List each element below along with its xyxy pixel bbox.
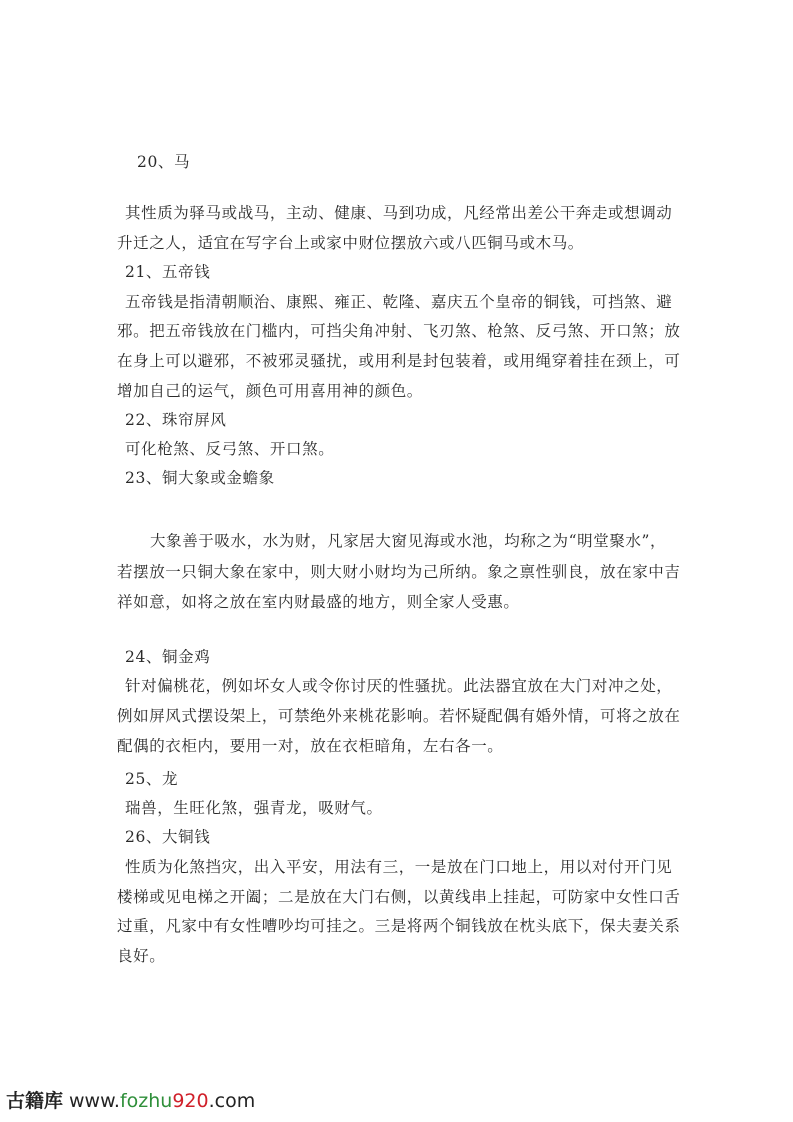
paragraph-line: 升迁之人，适宜在写字台上或家中财位摆放六或八匹铜马或木马。	[117, 234, 584, 252]
section-heading-20: 20、马	[137, 153, 191, 171]
section-heading-22: 22、珠帘屏风	[125, 411, 227, 429]
paragraph-line: 若摆放一只铜大象在家中，则大财小财均为己所纳。象之禀性驯良，放在家中吉	[117, 563, 681, 581]
paragraph-line: 针对偏桃花，例如坏女人或令你讨厌的性骚扰。此法器宜放在大门对冲之处，	[125, 677, 673, 695]
url-red-part: 920	[172, 1090, 209, 1112]
paragraph-line: 增加自己的运气，颜色可用喜用神的颜色。	[117, 382, 423, 400]
paragraph-line: 例如屏风式摆设架上，可禁绝外来桃花影响。若怀疑配偶有婚外情，可将之放在	[117, 707, 681, 725]
watermark-footer	[6, 1086, 255, 1113]
paragraph-line: 可化枪煞、反弓煞、开口煞。	[125, 440, 335, 458]
paragraph-line: 五帝钱是指清朝顺治、康熙、雍正、乾隆、嘉庆五个皇帝的铜钱，可挡煞、避	[125, 293, 673, 311]
section-heading-26: 26、大铜钱	[125, 828, 211, 846]
site-name: 古籍库	[6, 1090, 64, 1112]
paragraph-line: 邪。把五帝钱放在门槛内，可挡尖角冲射、飞刃煞、枪煞、反弓煞、开口煞；放	[117, 322, 681, 340]
paragraph-line: 配偶的衣柜内，要用一对，放在衣柜暗角，左右各一。	[117, 737, 504, 755]
url-suffix: .com	[208, 1090, 256, 1112]
paragraph-line: 过重，凡家中有女性嘈吵均可挂之。三是将两个铜钱放在枕头底下，保夫妻关系	[117, 917, 681, 935]
section-heading-24: 24、铜金鸡	[125, 648, 211, 666]
paragraph-line: 性质为化煞挡灾，出入平安，用法有三，一是放在门口地上，用以对付开门见	[125, 858, 673, 876]
section-heading-23: 23、铜大象或金蟾象	[125, 469, 275, 487]
paragraph-line: 其性质为驿马或战马，主动、健康、马到功成，凡经常出差公干奔走或想调动	[125, 204, 673, 222]
paragraph-line: 良好。	[117, 947, 166, 965]
url-prefix: www.	[69, 1090, 120, 1112]
url-green-part: fozhu	[119, 1090, 173, 1112]
paragraph-line: 在身上可以避邪，不被邪灵骚扰，或用利是封包装着，或用绳穿着挂在颈上，可	[117, 352, 681, 370]
paragraph-line: 楼梯或见电梯之开阖；二是放在大门右侧，以黄线串上挂起，可防家中女性口舌	[117, 888, 681, 906]
section-heading-25: 25、龙	[125, 770, 179, 788]
section-heading-21: 21、五帝钱	[125, 263, 211, 281]
paragraph-line: 大象善于吸水，水为财，凡家居大窗见海或水池，均称之为“明堂聚水”，	[150, 532, 667, 550]
paragraph-line: 祥如意，如将之放在室内财最盛的地方，则全家人受惠。	[117, 593, 520, 611]
paragraph-line: 瑞兽，生旺化煞，强青龙，吸财气。	[125, 799, 383, 817]
